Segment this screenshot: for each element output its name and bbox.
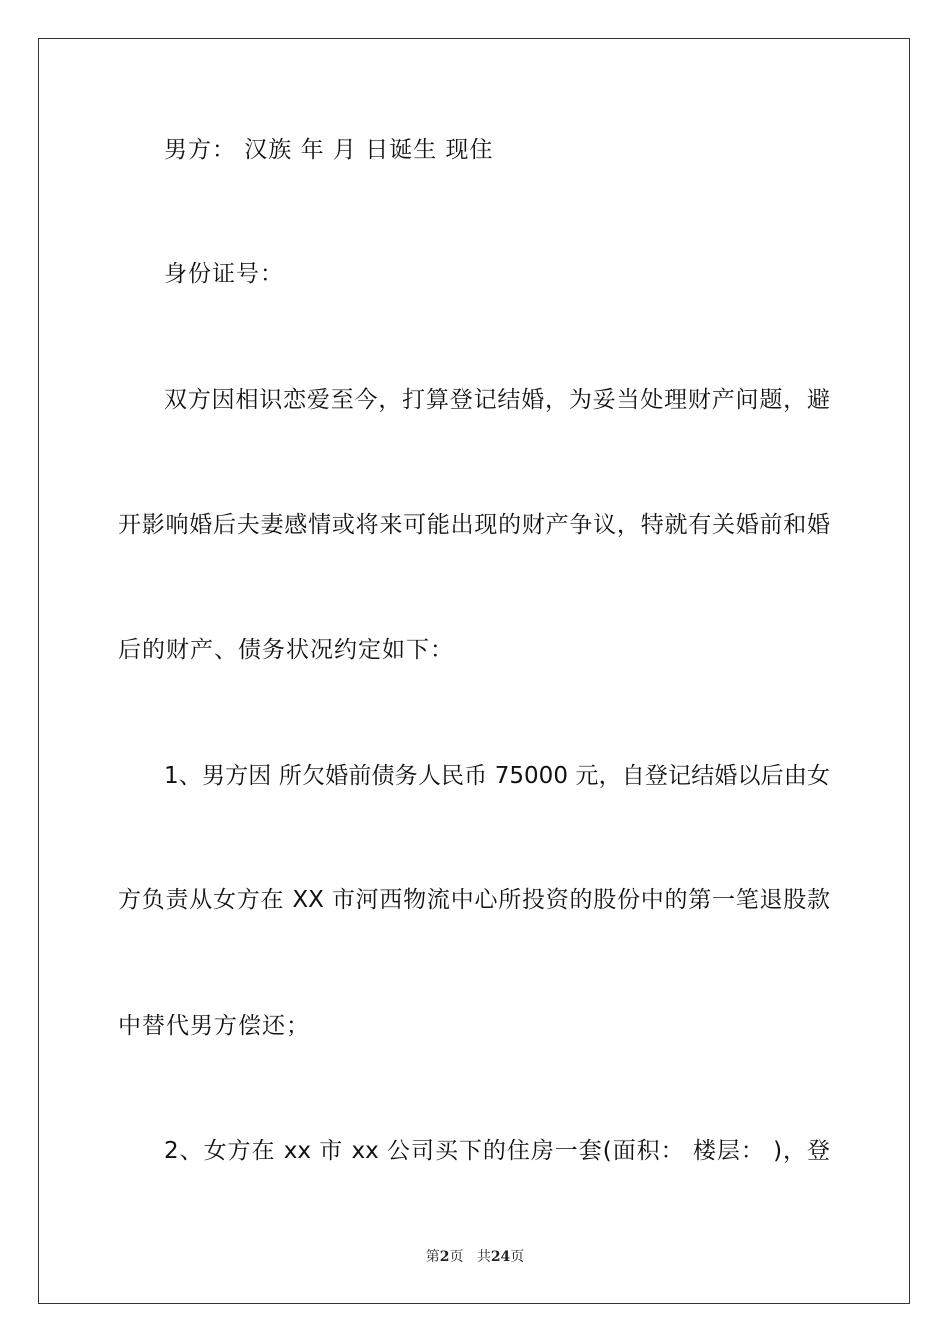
page-footer — [0, 1246, 950, 1266]
total-suffix: 页 — [510, 1249, 525, 1265]
intro-paragraph-line-1: 双方因相识恋爱至今，打算登记结婚，为妥当处理财产问题，避 — [164, 387, 830, 413]
page-number: 2 — [439, 1249, 450, 1265]
intro-paragraph-line-2: 开影响婚后夫妻感情或将来可能出现的财产争议，特就有关婚前和婚 — [118, 512, 830, 538]
total-prefix: 共 — [476, 1249, 491, 1265]
clause-1-line-2: 方负责从女方在 XX 市河西物流中心所投资的股份中的第一笔退股款 — [118, 887, 830, 913]
total-pages: 24 — [490, 1249, 511, 1265]
page-border — [38, 38, 910, 1304]
clause-1-line-3: 中替代男方偿还； — [118, 1013, 310, 1039]
clause-1-line-1: 1、男方因 所欠婚前债务人民币 75000 元，自登记结婚以后由女 — [164, 763, 830, 789]
page-prefix: 第 — [425, 1249, 440, 1265]
male-party-line: 男方： 汉族 年 月 日诞生 现住 — [164, 137, 494, 163]
clause-2-line-1: 2、女方在 xx 市 xx 公司买下的住房一套(面积： 楼层： )，登 — [164, 1138, 830, 1164]
id-number-line: 身份证号： — [164, 261, 284, 287]
intro-paragraph-line-3: 后的财产、债务状况约定如下： — [118, 637, 454, 663]
page-suffix: 页 — [449, 1249, 464, 1265]
